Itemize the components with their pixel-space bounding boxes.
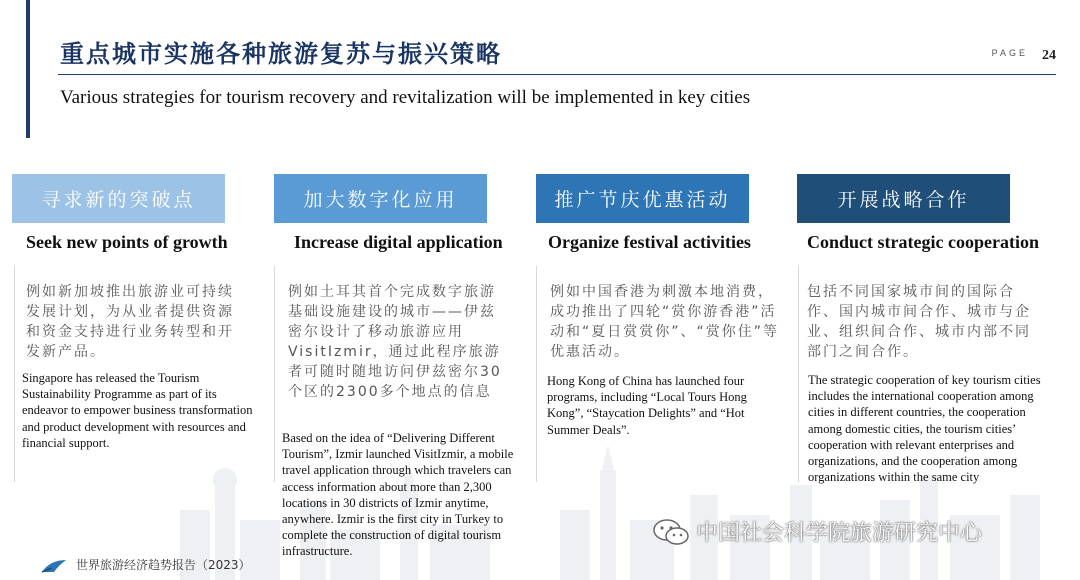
column-divider — [798, 266, 799, 482]
strategy-desc-en: Based on the idea of “Delivering Different Tourism”, Izmir launched VisitIzmir, a mobile travel application through which travelers can access information about more than 2,300 locations in 30 districts of Izmir anytime, anywhere. Izmir is the first city in Turkey to complete the construction of digital tourism infrastructure. — [282, 431, 514, 559]
pen-nib-icon — [40, 558, 68, 574]
strategy-desc-cn: 例如中国香港为刺激本地消费，成功推出了四轮“赏你游香港”活动和“夏日赏赏你”、“赏你住”等优惠活动。 — [550, 284, 780, 360]
strategy-header: 开展战略合作 — [797, 174, 1010, 223]
strategy-header: 寻求新的突破点 — [12, 174, 225, 223]
accent-bar — [26, 0, 30, 138]
strategy-title-en: Conduct strategic cooperation — [807, 232, 1039, 252]
page-subtitle: Various strategies for tourism recovery and revitalization will be implemented in key cities — [60, 87, 751, 108]
strategy-title-en: Increase digital application — [294, 232, 503, 252]
strategy-desc-en: Singapore has released the Tourism Sustainability Programme as part of its endeavor to empower business transformation and product development with resources and financial support. — [22, 371, 253, 450]
watermark-text: 中国社会科学院旅游研究中心 — [696, 521, 983, 546]
strategy-card-digital — [274, 174, 530, 559]
strategy-header: 加大数字化应用 — [274, 174, 487, 223]
strategy-desc-en: The strategic cooperation of key tourism cities includes the international cooperation among cities in different countries, the cooperation among domestic cities, the tourism cities’ cooperation with relevant enterprises and organizations, and the cooperation among organizations within the same city — [808, 373, 1041, 485]
title-divider — [58, 74, 1056, 75]
strategy-header: 推广节庆优惠活动 — [536, 174, 749, 223]
strategy-card-festival — [536, 174, 792, 437]
page-title: 重点城市实施各种旅游复苏与振兴策略 — [60, 40, 502, 68]
column-divider — [14, 266, 15, 482]
strategy-card-growth — [12, 174, 268, 450]
strategy-desc-cn: 包括不同国家城市间的国际合作、国内城市间合作、城市与企业、组织间合作、城市内部不同部门之间合作。 — [807, 284, 1031, 360]
strategy-desc-cn: 例如土耳其首个完成数字旅游基础设施建设的城市——伊兹密尔设计了移动旅游应用VisitIzmir，通过此程序旅游者可随时随地访问伊兹密尔30个区的2300多个地点的信息 — [288, 284, 502, 400]
page-label: PAGE — [991, 48, 1028, 58]
strategy-desc-en: Hong Kong of China has launched four programs, including “Local Tours Hong Kong”, “Staycation Delights” and “Hot Summer Deals”. — [547, 374, 747, 437]
report-name: 世界旅游经济趋势报告（2023） — [76, 558, 251, 572]
watermark — [652, 516, 982, 547]
strategy-title-en: Organize festival activities — [548, 232, 751, 252]
wechat-icon — [652, 517, 690, 547]
strategy-title-en: Seek new points of growth — [26, 232, 228, 252]
column-divider — [536, 266, 537, 482]
strategy-desc-cn: 例如新加坡推出旅游业可持续发展计划，为从业者提供资源和资金支持进行业务转型和开发新产品。 — [26, 284, 234, 360]
page-number: 24 — [1042, 48, 1056, 63]
strategy-card-cooperation — [797, 174, 1067, 485]
column-divider — [274, 266, 275, 482]
